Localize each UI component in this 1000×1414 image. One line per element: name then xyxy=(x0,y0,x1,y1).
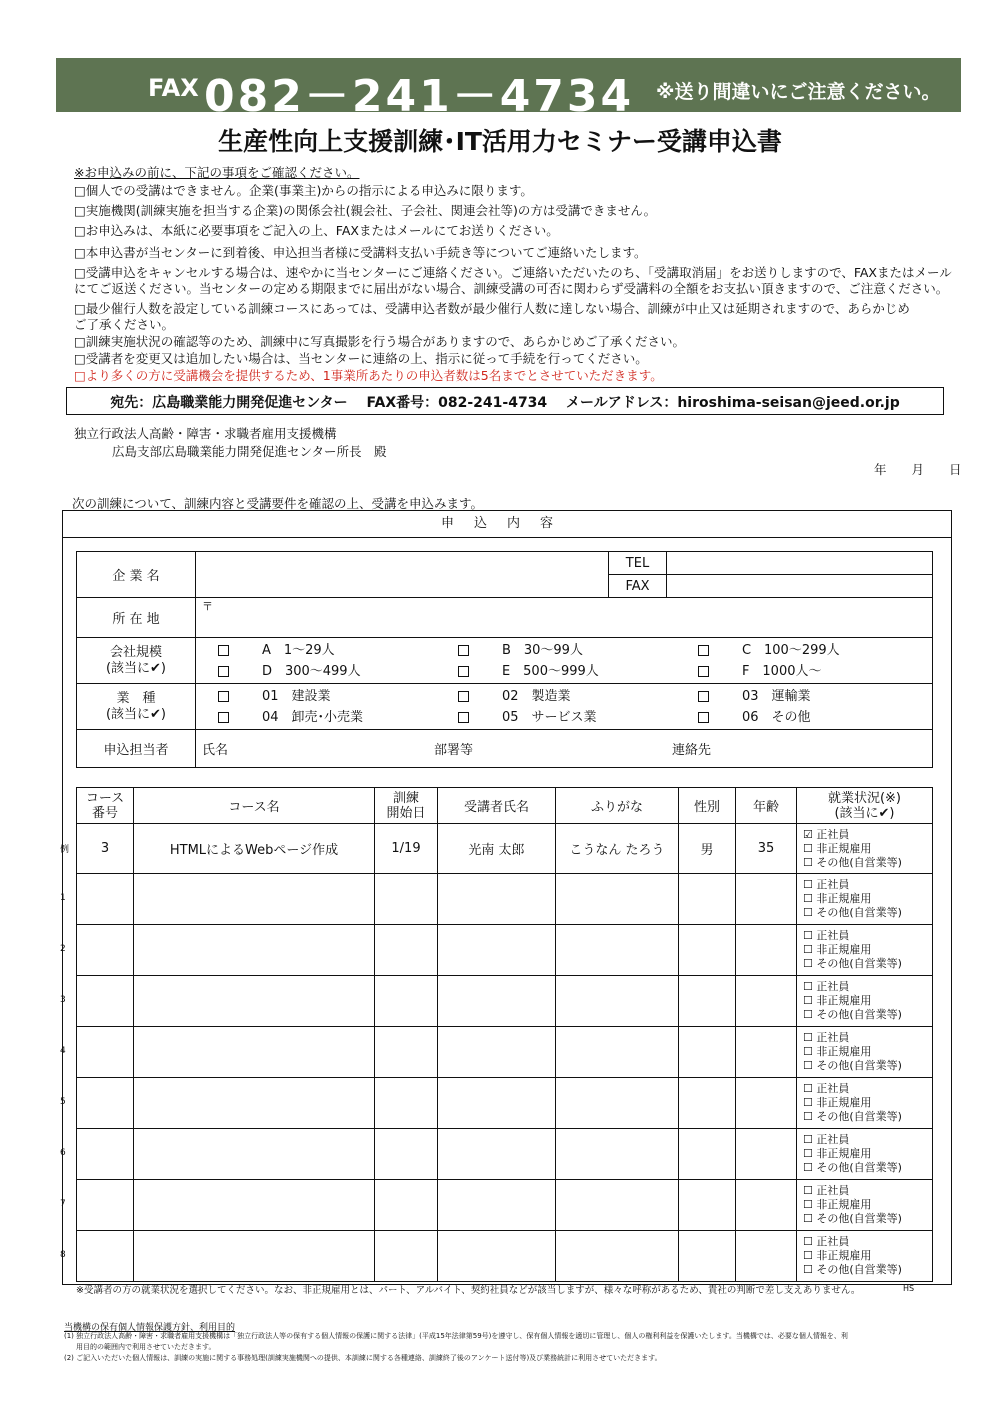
cell-start-date[interactable] xyxy=(375,1129,438,1180)
industry-option: 04 卸売･小売業 xyxy=(261,709,363,725)
status-option: その他(自営業等) xyxy=(816,1212,902,1225)
fax-field[interactable] xyxy=(667,575,933,598)
contact-dept-label: 部署等 xyxy=(434,743,474,758)
status-options xyxy=(797,1231,933,1282)
date-field[interactable]: 年 月 日 xyxy=(874,462,962,477)
checkbox[interactable] xyxy=(218,666,229,677)
checkbox[interactable]: ☐ xyxy=(803,929,813,942)
cell-name[interactable] xyxy=(438,1027,556,1078)
table-row xyxy=(77,874,933,925)
cell-course-name[interactable] xyxy=(134,1231,375,1282)
cell-age[interactable] xyxy=(736,1180,797,1231)
checkbox[interactable]: ☐ xyxy=(803,841,813,855)
company-info-table xyxy=(76,551,933,768)
table-row xyxy=(77,1027,933,1078)
cell-start-date[interactable] xyxy=(375,925,438,976)
status-option: その他(自営業等) xyxy=(816,906,902,919)
cell-sex[interactable]: 男 xyxy=(679,824,736,874)
cell-course-no[interactable] xyxy=(77,1078,134,1129)
col-sex: 性別 xyxy=(679,788,736,824)
cell-course-no[interactable] xyxy=(77,1027,134,1078)
notice-item: □最少催行人数を設定している訓練コースにあっては、受講申込者数が最少催行人数に達しない場合、訓練が中止又は延期されますので、あらかじめ xyxy=(74,301,910,316)
cell-sex[interactable] xyxy=(679,976,736,1027)
status-option: 非正規雇用 xyxy=(816,994,872,1007)
checkbox[interactable] xyxy=(698,666,709,677)
col-start-date: 訓練 開始日 xyxy=(375,788,438,824)
col-age: 年齢 xyxy=(736,788,797,824)
checkbox[interactable] xyxy=(218,691,229,702)
checkbox[interactable]: ☐ xyxy=(803,1110,813,1123)
checkbox[interactable] xyxy=(698,712,709,723)
tel-field[interactable] xyxy=(667,552,933,575)
checkbox[interactable]: ☐ xyxy=(803,1198,813,1211)
address-box xyxy=(66,387,944,415)
notice-limit: □より多くの方に受講機会を提供するため、1事業所あたりの申込者数は5名までとさせていただきます。 xyxy=(74,368,663,383)
size-option: E 500～999人 xyxy=(501,663,599,679)
cell-sex[interactable] xyxy=(679,1078,736,1129)
cell-course-no[interactable] xyxy=(77,976,134,1027)
table-row xyxy=(77,1078,933,1129)
checkbox[interactable]: ☐ xyxy=(803,1212,813,1225)
status-option: 非正規雇用 xyxy=(816,943,872,956)
checkbox[interactable] xyxy=(458,645,469,656)
status-option: その他(自営業等) xyxy=(816,1059,902,1072)
status-option: その他(自営業等) xyxy=(816,957,902,970)
industry-label: 業 種 (該当に✔) xyxy=(77,684,196,730)
cell-course-name[interactable] xyxy=(134,874,375,925)
cell-course-name[interactable] xyxy=(134,1129,375,1180)
row-label: 7 xyxy=(60,1199,66,1209)
status-option: 正社員 xyxy=(816,980,850,993)
checkbox[interactable]: ☐ xyxy=(803,1031,813,1044)
col-course-no: コース 番号 xyxy=(77,788,134,824)
intro-text: 次の訓練について、訓練内容と受講要件を確認の上、受講を申込みます。 xyxy=(72,496,484,511)
recipient-org: 独立行政法人高齢・障害・求職者雇用支援機構 xyxy=(74,426,337,441)
status-option: 非正規雇用 xyxy=(816,1147,872,1160)
cell-start-date[interactable] xyxy=(375,1078,438,1129)
col-name: 受講者氏名 xyxy=(438,788,556,824)
cell-sex[interactable] xyxy=(679,874,736,925)
status-option: 正社員 xyxy=(816,1031,850,1044)
checkbox[interactable]: ☐ xyxy=(803,943,813,956)
cell-age[interactable] xyxy=(736,1027,797,1078)
cell-course-no[interactable] xyxy=(77,1231,134,1282)
row-label: 6 xyxy=(60,1148,66,1158)
size-option: C 100～299人 xyxy=(741,642,840,658)
col-status: 就業状況(※) (該当に✔) xyxy=(797,788,933,824)
privacy-para-1-cont: 用目的の範囲内で利用させていただきます。 xyxy=(76,1343,216,1351)
tel-label: TEL xyxy=(609,552,667,575)
cell-name[interactable] xyxy=(438,874,556,925)
address-field[interactable] xyxy=(196,598,933,638)
checkbox[interactable] xyxy=(218,645,229,656)
section-header: 申込内容 xyxy=(63,511,951,538)
cell-course-name[interactable] xyxy=(134,1078,375,1129)
notice-item: □個人での受講はできません。企業(事業主)からの指示による申込みに限ります。 xyxy=(74,183,533,198)
industry-option: 01 建設業 xyxy=(261,688,331,704)
row-label: 4 xyxy=(60,1046,66,1056)
table-row-example xyxy=(77,824,933,874)
checkbox[interactable]: ☐ xyxy=(803,1147,813,1160)
row-label: 1 xyxy=(60,893,66,903)
privacy-title: 当機構の保有個人情報保護方針、利用目的 xyxy=(64,1323,236,1333)
cell-start-date[interactable] xyxy=(375,874,438,925)
cell-name[interactable] xyxy=(438,976,556,1027)
status-options xyxy=(797,874,933,925)
col-kana: ふりがな xyxy=(556,788,679,824)
notice-heading: ※お申込みの前に、下記の事項をご確認ください。 xyxy=(74,165,360,180)
table-row xyxy=(77,1231,933,1282)
checkbox[interactable]: ☐ xyxy=(803,1249,813,1262)
size-option: A 1～29人 xyxy=(261,642,335,658)
col-course-name: コース名 xyxy=(134,788,375,824)
cell-course-no[interactable]: 3 xyxy=(77,824,134,874)
contact-fields[interactable] xyxy=(196,730,933,768)
cell-course-name[interactable] xyxy=(134,1027,375,1078)
status-options xyxy=(797,1027,933,1078)
size-option: F 1000人～ xyxy=(741,663,822,679)
checkbox[interactable]: ☐ xyxy=(803,1045,813,1058)
company-name-field[interactable] xyxy=(196,552,609,598)
cell-sex[interactable] xyxy=(679,1027,736,1078)
status-option: 正社員 xyxy=(816,1133,850,1146)
cell-name[interactable] xyxy=(438,1078,556,1129)
status-options xyxy=(797,1180,933,1231)
cell-course-name[interactable] xyxy=(134,976,375,1027)
checkbox[interactable] xyxy=(458,691,469,702)
status-option: 非正規雇用 xyxy=(816,1096,872,1109)
checkbox[interactable] xyxy=(218,712,229,723)
cell-sex[interactable] xyxy=(679,1231,736,1282)
status-options xyxy=(797,1129,933,1180)
fax-warning: ※送り間違いにご注意ください。 xyxy=(656,81,941,103)
cell-sex[interactable] xyxy=(679,925,736,976)
cell-age[interactable] xyxy=(736,925,797,976)
status-option: 正社員 xyxy=(816,1235,850,1248)
cell-course-name[interactable] xyxy=(134,925,375,976)
row-label: 5 xyxy=(60,1097,66,1107)
row-label: 3 xyxy=(60,995,66,1005)
cell-kana[interactable] xyxy=(556,1231,679,1282)
notice-item: □受講者を変更又は追加したい場合は、当センターに連絡の上、指示に従って手続を行ってください。 xyxy=(74,351,648,366)
fax-banner xyxy=(56,58,961,122)
cell-kana[interactable] xyxy=(556,925,679,976)
status-option: その他(自営業等) xyxy=(816,1110,902,1123)
checkbox[interactable]: ☐ xyxy=(803,980,813,993)
contact-label: 申込担当者 xyxy=(77,730,196,768)
hs-mark: HS xyxy=(903,1284,915,1293)
cell-age[interactable] xyxy=(736,1078,797,1129)
cell-kana[interactable] xyxy=(556,874,679,925)
checkbox[interactable]: ☐ xyxy=(803,1059,813,1072)
checked-box[interactable]: ☑ xyxy=(803,827,813,841)
cell-kana[interactable]: こうなん たろう xyxy=(556,824,679,874)
postal-mark: 〒 xyxy=(202,600,213,613)
privacy-para-2: (2) ご記入いただいた個人情報は、訓練の実施に関する事務処理(訓練実施機関への提供、本訓練に関する各種連絡、訓練終了後のアンケート送付等)及び業務統計に利用させていただきます。 xyxy=(64,1354,662,1362)
industry-option: 02 製造業 xyxy=(501,688,571,704)
checkbox[interactable]: ☐ xyxy=(803,906,813,919)
notice-item: ご了承ください。 xyxy=(74,317,175,332)
fax-field-label: FAX xyxy=(609,575,667,598)
industry-options xyxy=(196,684,933,730)
cell-kana[interactable] xyxy=(556,1027,679,1078)
address-label: 所 在 地 xyxy=(77,598,196,638)
notice-item: □実施機関(訓練実施を担当する企業)の関係会社(親会社、子会社、関連会社等)の方は受講できません。 xyxy=(74,203,657,218)
notice-item: □本申込書が当センターに到着後、申込担当者様に受講料支払い手続き等についてご連絡いたします。 xyxy=(74,245,647,260)
checkbox[interactable]: ☐ xyxy=(803,878,813,891)
status-option: 非正規雇用 xyxy=(816,1045,872,1058)
cell-start-date[interactable] xyxy=(375,1027,438,1078)
table-row xyxy=(77,925,933,976)
checkbox[interactable] xyxy=(698,691,709,702)
checkbox[interactable]: ☐ xyxy=(803,892,813,905)
status-option: その他(自営業等) xyxy=(816,855,902,869)
row-label: 2 xyxy=(60,944,66,954)
status-option: その他(自営業等) xyxy=(816,1161,902,1174)
status-option: 正社員 xyxy=(816,1184,850,1197)
status-note: ※受講者の方の就業状況を選択してください。なお、非正規雇用とは、パート、アルバイト、契約社員などが該当しますが、様々な呼称があるため、貴社の判断で差し支えありません。 xyxy=(76,1285,861,1296)
cell-course-name[interactable] xyxy=(134,1180,375,1231)
cell-start-date[interactable] xyxy=(375,1231,438,1282)
notice-item: にてご返送ください。当センターの定める期限までに届出がない場合、訓練受講の可否に関わらず受講料の全額をお支払い頂きますので、ご注意ください。 xyxy=(74,281,949,296)
cell-age[interactable] xyxy=(736,1129,797,1180)
checkbox[interactable]: ☐ xyxy=(803,1096,813,1109)
row-label: 例 xyxy=(60,845,70,855)
privacy-para-1: (1) 独立行政法人高齢・障害・求職者雇用支援機構は「独立行政法人等の保有する個人情報の保護に関する法律」(平成15年法律第59号)を遵守し、保有個人情報を適切に管理し、個人の権利利益を保護いたします。当機構では、必要な個人情報を、利 xyxy=(64,1332,848,1340)
checkbox[interactable] xyxy=(458,712,469,723)
cell-start-date[interactable] xyxy=(375,976,438,1027)
cell-course-no[interactable] xyxy=(77,925,134,976)
cell-age[interactable]: 35 xyxy=(736,824,797,874)
cell-kana[interactable] xyxy=(556,1129,679,1180)
cell-name[interactable] xyxy=(438,1231,556,1282)
table-row xyxy=(77,976,933,1027)
checkbox[interactable]: ☐ xyxy=(803,1161,813,1174)
checkbox[interactable]: ☐ xyxy=(803,855,813,869)
cell-age[interactable] xyxy=(736,1231,797,1282)
cell-course-no[interactable] xyxy=(77,1129,134,1180)
status-options xyxy=(797,925,933,976)
status-option: 正社員 xyxy=(816,878,850,891)
cell-name[interactable] xyxy=(438,925,556,976)
course-table-header xyxy=(77,788,933,824)
cell-age[interactable] xyxy=(736,976,797,1027)
cell-age[interactable] xyxy=(736,874,797,925)
cell-kana[interactable] xyxy=(556,1180,679,1231)
checkbox[interactable]: ☐ xyxy=(803,1184,813,1197)
industry-option: 06 その他 xyxy=(741,709,811,725)
industry-option: 05 サービス業 xyxy=(501,709,597,725)
checkbox[interactable] xyxy=(458,666,469,677)
checkbox[interactable]: ☐ xyxy=(803,957,813,970)
status-option: 正社員 xyxy=(816,929,850,942)
cell-name[interactable] xyxy=(438,1129,556,1180)
cell-sex[interactable] xyxy=(679,1129,736,1180)
company-size-options xyxy=(196,638,933,684)
status-option: 非正規雇用 xyxy=(816,1249,872,1262)
fax-number: 082－241－4734 xyxy=(204,71,635,122)
company-size-label: 会社規模 (該当に✔) xyxy=(77,638,196,684)
course-table xyxy=(76,787,933,1282)
table-row xyxy=(77,1129,933,1180)
status-option: 非正規雇用 xyxy=(816,892,872,905)
status-options xyxy=(797,824,933,874)
size-option: D 300～499人 xyxy=(261,663,361,679)
notice-item: □受講申込をキャンセルする場合は、速やかに当センターにご連絡ください。ご連絡いただいたのち、「受講取消届」をお送りしますので、FAXまたはメール xyxy=(74,265,952,280)
status-option: その他(自営業等) xyxy=(816,1008,902,1021)
status-option: 正社員 xyxy=(816,1082,850,1095)
company-name-label: 企 業 名 xyxy=(77,552,196,598)
checkbox[interactable]: ☐ xyxy=(803,1082,813,1095)
status-option: 非正規雇用 xyxy=(816,841,872,855)
checkbox[interactable]: ☐ xyxy=(803,1235,813,1248)
cell-course-no[interactable] xyxy=(77,874,134,925)
contact-name-label: 氏名 xyxy=(202,743,229,758)
notice-item: □訓練実施状況の確認等のため、訓練中に写真撮影を行う場合がありますので、あらかじめご了承ください。 xyxy=(74,334,686,349)
cell-kana[interactable] xyxy=(556,976,679,1027)
status-options xyxy=(797,1078,933,1129)
cell-name[interactable] xyxy=(438,1180,556,1231)
status-option: 正社員 xyxy=(816,827,850,841)
size-option: B 30～99人 xyxy=(501,642,583,658)
industry-option: 03 運輸業 xyxy=(741,688,811,704)
notice-item: □お申込みは、本紙に必要事項をご記入の上、FAXまたはメールにてお送りください。 xyxy=(74,223,559,238)
cell-course-no[interactable] xyxy=(77,1180,134,1231)
status-options xyxy=(797,976,933,1027)
status-option: その他(自営業等) xyxy=(816,1263,902,1276)
checkbox[interactable]: ☐ xyxy=(803,1133,813,1146)
address-text: 宛先：広島職業能力開発促進センター FAX番号：082-241-4734 メールアドレス：hiroshima-seisan@jeed.or.jp xyxy=(110,395,900,411)
cell-course-name[interactable]: HTMLによるWebページ作成 xyxy=(134,824,375,874)
checkbox[interactable]: ☐ xyxy=(803,994,813,1007)
row-label: 8 xyxy=(60,1250,66,1260)
document-title: 生産性向上支援訓練･IT活用力セミナー受講申込書 xyxy=(218,127,782,156)
fax-label: FAX xyxy=(148,74,199,102)
recipient-name: 広島支部広島職業能力開発促進センター所長 殿 xyxy=(112,444,387,459)
cell-kana[interactable] xyxy=(556,1078,679,1129)
contact-tel-label: 連絡先 xyxy=(672,743,712,758)
cell-start-date[interactable] xyxy=(375,1180,438,1231)
checkbox[interactable]: ☐ xyxy=(803,1008,813,1021)
cell-start-date[interactable]: 1/19 xyxy=(375,824,438,874)
checkbox[interactable]: ☐ xyxy=(803,1263,813,1276)
table-row xyxy=(77,1180,933,1231)
checkbox[interactable] xyxy=(698,645,709,656)
cell-name[interactable]: 光南 太郎 xyxy=(438,824,556,874)
status-option: 非正規雇用 xyxy=(816,1198,872,1211)
cell-sex[interactable] xyxy=(679,1180,736,1231)
